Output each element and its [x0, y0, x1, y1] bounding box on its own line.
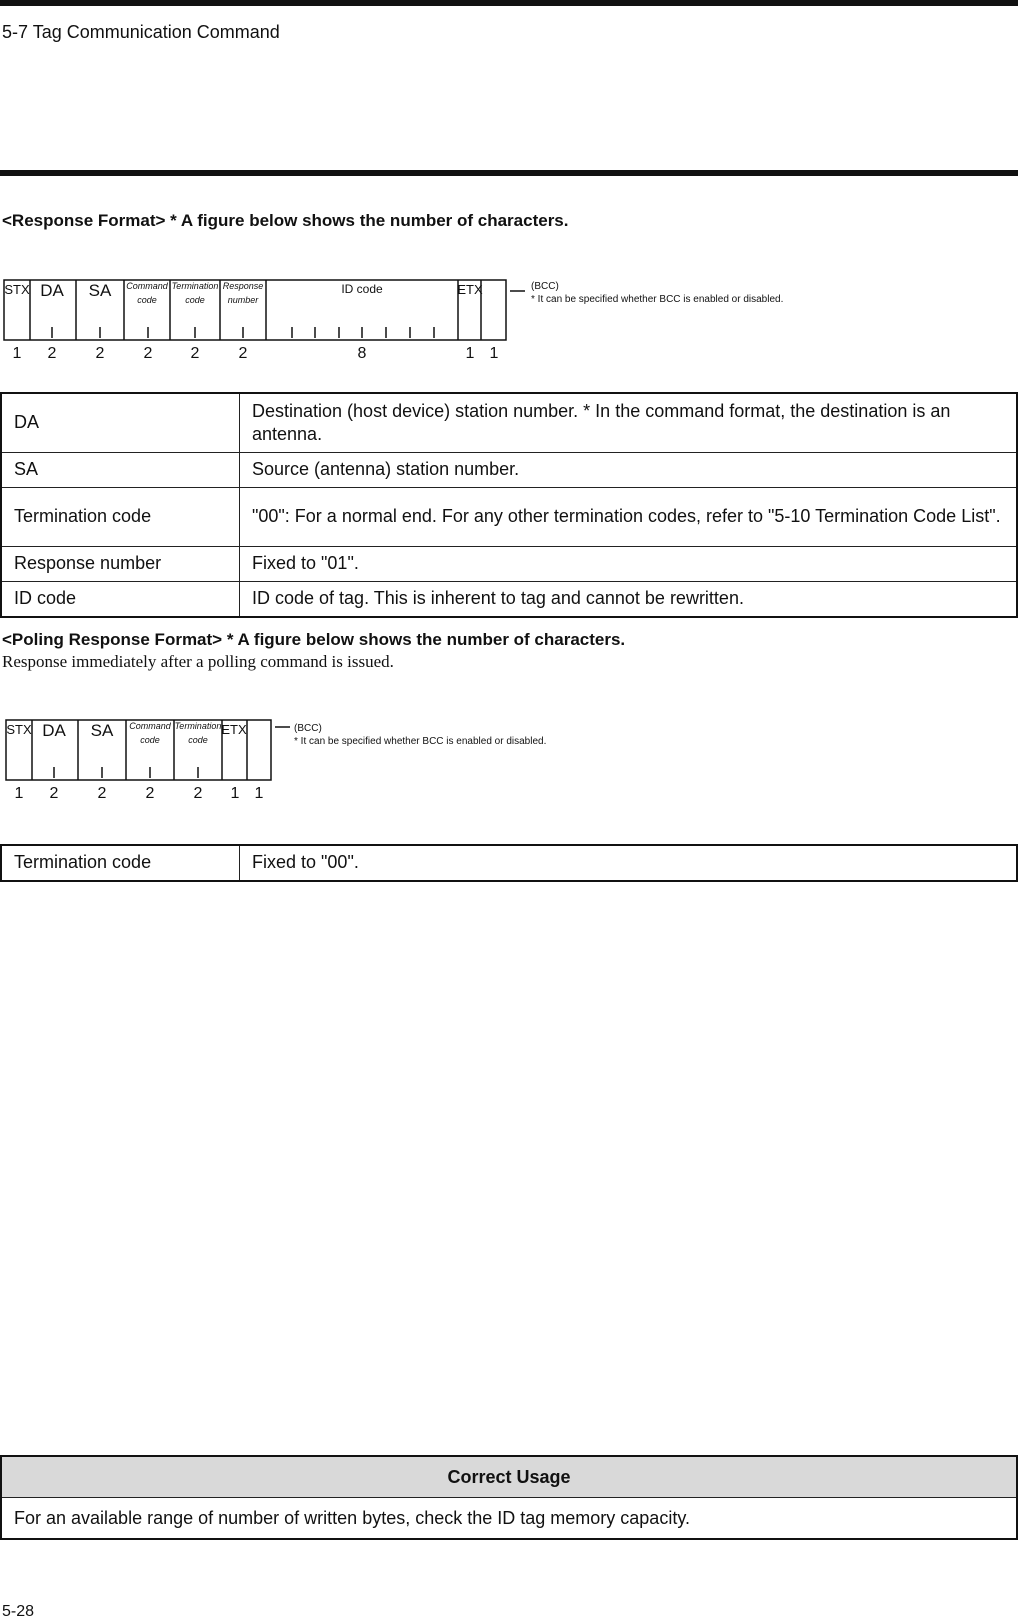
response-format-diagram	[0, 270, 1018, 370]
field-sa-label: SA	[88, 281, 112, 300]
page-header-title: 5-7 Tag Communication Command	[2, 22, 280, 42]
table-value: Destination (host device) station number. * In the command format, the destination is an antenna.	[240, 393, 1018, 453]
polling-format-title: <Poling Response Format> * A figure below shows the number of characters.	[2, 630, 626, 649]
polling-count-etx: 1	[230, 785, 240, 802]
polling-bcc-label: (BCC)	[294, 723, 322, 734]
field-stx-label: STX	[4, 282, 30, 297]
field-termination-label2: code	[185, 295, 205, 305]
polling-command-label2: code	[140, 735, 160, 745]
polling-command-label: Command	[129, 721, 171, 731]
table-key: Termination code	[1, 845, 240, 881]
table-row	[1, 453, 1017, 488]
count-stx: 1	[12, 345, 22, 362]
field-response-label: Response	[222, 281, 264, 291]
field-etx-label: ETX	[457, 282, 483, 297]
field-idcode-label: ID code	[341, 282, 383, 296]
polling-field-table	[0, 844, 1018, 882]
table-value: Source (antenna) station number.	[240, 453, 1018, 488]
field-command-label2: code	[137, 295, 157, 305]
polling-count-command: 2	[145, 785, 155, 802]
table-row	[1, 845, 1017, 881]
polling-count-stx: 1	[14, 785, 24, 802]
table-key: Termination code	[1, 488, 240, 547]
count-response: 2	[238, 345, 248, 362]
table-key: ID code	[1, 582, 240, 618]
count-command: 2	[143, 345, 153, 362]
table-value: Fixed to "00".	[240, 845, 1018, 881]
table-value: Fixed to "01".	[240, 547, 1018, 582]
correct-usage-body-row	[1, 1498, 1017, 1540]
table-key: DA	[1, 393, 240, 453]
field-response-label2: number	[227, 295, 259, 305]
correct-usage-text: For an available range of number of written bytes, check the ID tag memory capacity.	[1, 1498, 1017, 1540]
table-value: ID code of tag. This is inherent to tag and cannot be rewritten.	[240, 582, 1018, 618]
field-command-label: Command	[126, 281, 168, 291]
polling-termination-label2: code	[188, 735, 208, 745]
polling-count-sa: 2	[97, 785, 107, 802]
top-rule	[0, 0, 1018, 6]
count-da: 2	[47, 345, 57, 362]
correct-usage-box	[0, 1455, 1018, 1540]
response-field-table	[0, 392, 1018, 618]
table-value: "00": For a normal end. For any other termination codes, refer to "5-10 Termination Code List".	[240, 488, 1018, 547]
count-bcc: 1	[489, 345, 499, 362]
bcc-note: * It can be specified whether BCC is enabled or disabled.	[531, 294, 784, 305]
polling-count-bcc: 1	[254, 785, 264, 802]
correct-usage-header-row	[1, 1456, 1017, 1498]
count-termination: 2	[190, 345, 200, 362]
correct-usage-heading: Correct Usage	[1, 1456, 1017, 1498]
table-row	[1, 582, 1017, 618]
table-key: SA	[1, 453, 240, 488]
polling-termination-label: Termination	[174, 721, 222, 731]
polling-count-termination: 2	[193, 785, 203, 802]
polling-format-diagram	[0, 710, 1018, 810]
polling-stx-label: STX	[6, 722, 32, 737]
polling-count-da: 2	[49, 785, 59, 802]
page-number: 5-28	[2, 1603, 35, 1620]
count-sa: 2	[95, 345, 105, 362]
count-idcode: 8	[357, 345, 367, 362]
polling-da-label: DA	[42, 721, 66, 740]
count-etx: 1	[465, 345, 475, 362]
field-da-label: DA	[40, 281, 64, 300]
bcc-label: (BCC)	[531, 281, 559, 292]
table-key: Response number	[1, 547, 240, 582]
table-row	[1, 547, 1017, 582]
section-rule	[0, 170, 1018, 176]
table-row	[1, 488, 1017, 547]
response-format-title: <Response Format> * A figure below shows the number of characters.	[2, 211, 569, 230]
polling-format-subtitle: Response immediately after a polling command is issued.	[2, 652, 394, 671]
table-row	[1, 393, 1017, 453]
polling-sa-label: SA	[90, 721, 114, 740]
field-termination-label: Termination	[171, 281, 219, 291]
polling-bcc-note: * It can be specified whether BCC is enabled or disabled.	[294, 736, 547, 747]
polling-etx-label: ETX	[221, 722, 247, 737]
